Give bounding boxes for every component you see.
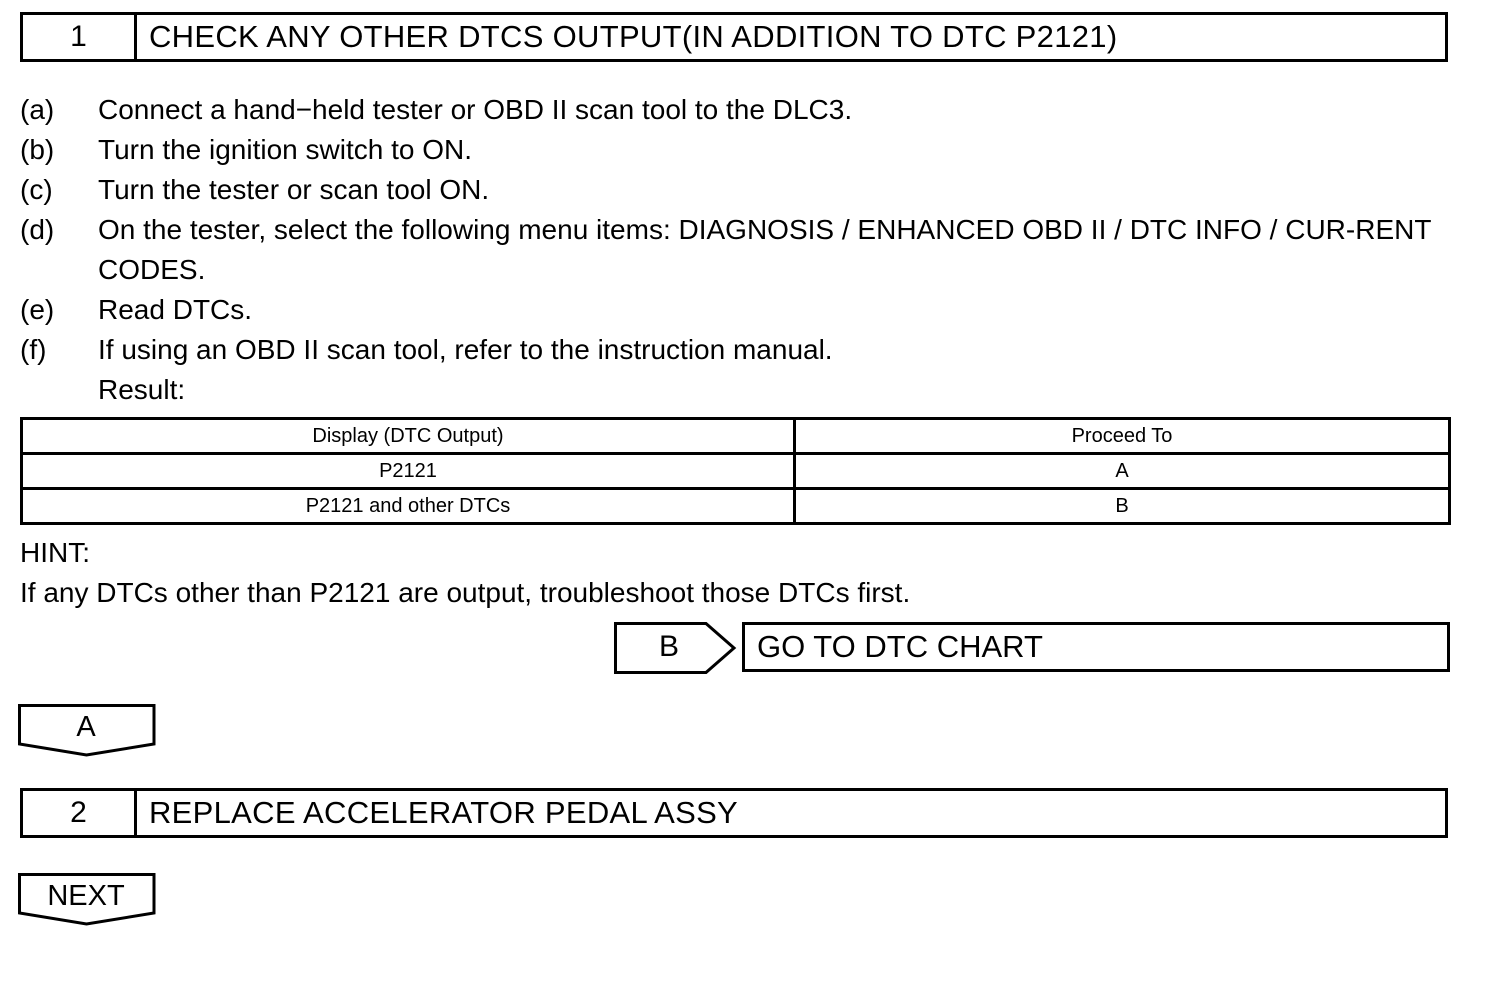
branch-b-arrow bbox=[614, 622, 738, 679]
instruction-text: On the tester, select the following menu items: DIAGNOSIS / ENHANCED OBD II / DTC INFO / CUR-RENT CODES. bbox=[98, 214, 1431, 285]
instruction-text: Connect a hand−held tester or OBD II scan tool to the DLC3. bbox=[98, 94, 853, 125]
step-1-number: 1 bbox=[23, 15, 137, 59]
result-table bbox=[20, 417, 1451, 525]
instruction-letter: (a) bbox=[20, 94, 55, 125]
instruction-item bbox=[20, 130, 1460, 170]
table-cell: B bbox=[795, 489, 1450, 524]
table-row bbox=[22, 454, 1450, 489]
instruction-text: Turn the ignition switch to ON. bbox=[98, 134, 473, 165]
instruction-letter: (b) bbox=[20, 134, 55, 165]
table-cell: A bbox=[795, 454, 1450, 489]
instruction-item bbox=[20, 290, 1460, 330]
instruction-letter: (e) bbox=[20, 294, 55, 325]
table-header-row bbox=[22, 419, 1450, 454]
step-1-title: CHECK ANY OTHER DTCS OUTPUT(IN ADDITION TO DTC P2121) bbox=[149, 19, 1118, 54]
next-tag bbox=[18, 873, 156, 927]
table-header-cell: Proceed To bbox=[795, 419, 1450, 454]
instruction-list bbox=[20, 90, 1460, 410]
table-row bbox=[22, 489, 1450, 524]
hint-block bbox=[20, 533, 910, 613]
table-cell: P2121 and other DTCs bbox=[22, 489, 795, 524]
table-cell: P2121 bbox=[22, 454, 795, 489]
hint-label: HINT: bbox=[20, 537, 90, 568]
instruction-text: Read DTCs. bbox=[98, 294, 253, 325]
branch-a-tag bbox=[18, 704, 156, 758]
instruction-item bbox=[20, 210, 1460, 290]
instruction-letter: (f) bbox=[20, 334, 47, 365]
step-1-header bbox=[20, 12, 1448, 62]
instruction-text: If using an OBD II scan tool, refer to the instruction manual. bbox=[98, 334, 833, 365]
hint-text: If any DTCs other than P2121 are output, troubleshoot those DTCs first. bbox=[20, 577, 911, 608]
instruction-item bbox=[20, 90, 1460, 130]
step-2-title: REPLACE ACCELERATOR PEDAL ASSY bbox=[149, 795, 739, 830]
instruction-item bbox=[20, 330, 1460, 370]
result-label: Result: bbox=[98, 374, 186, 405]
instruction-text: Turn the tester or scan tool ON. bbox=[98, 174, 490, 205]
step-2-header bbox=[20, 788, 1448, 838]
table-header-cell: Display (DTC Output) bbox=[22, 419, 795, 454]
instruction-item bbox=[20, 170, 1460, 210]
branch-b-label: B bbox=[658, 630, 679, 663]
next-label: NEXT bbox=[47, 879, 125, 912]
instruction-letter: (d) bbox=[20, 214, 55, 245]
branch-a-label: A bbox=[76, 710, 96, 743]
step-2-number: 2 bbox=[23, 791, 137, 835]
instruction-letter: (c) bbox=[20, 174, 53, 205]
goto-dtc-chart-box: GO TO DTC CHART bbox=[742, 622, 1450, 672]
